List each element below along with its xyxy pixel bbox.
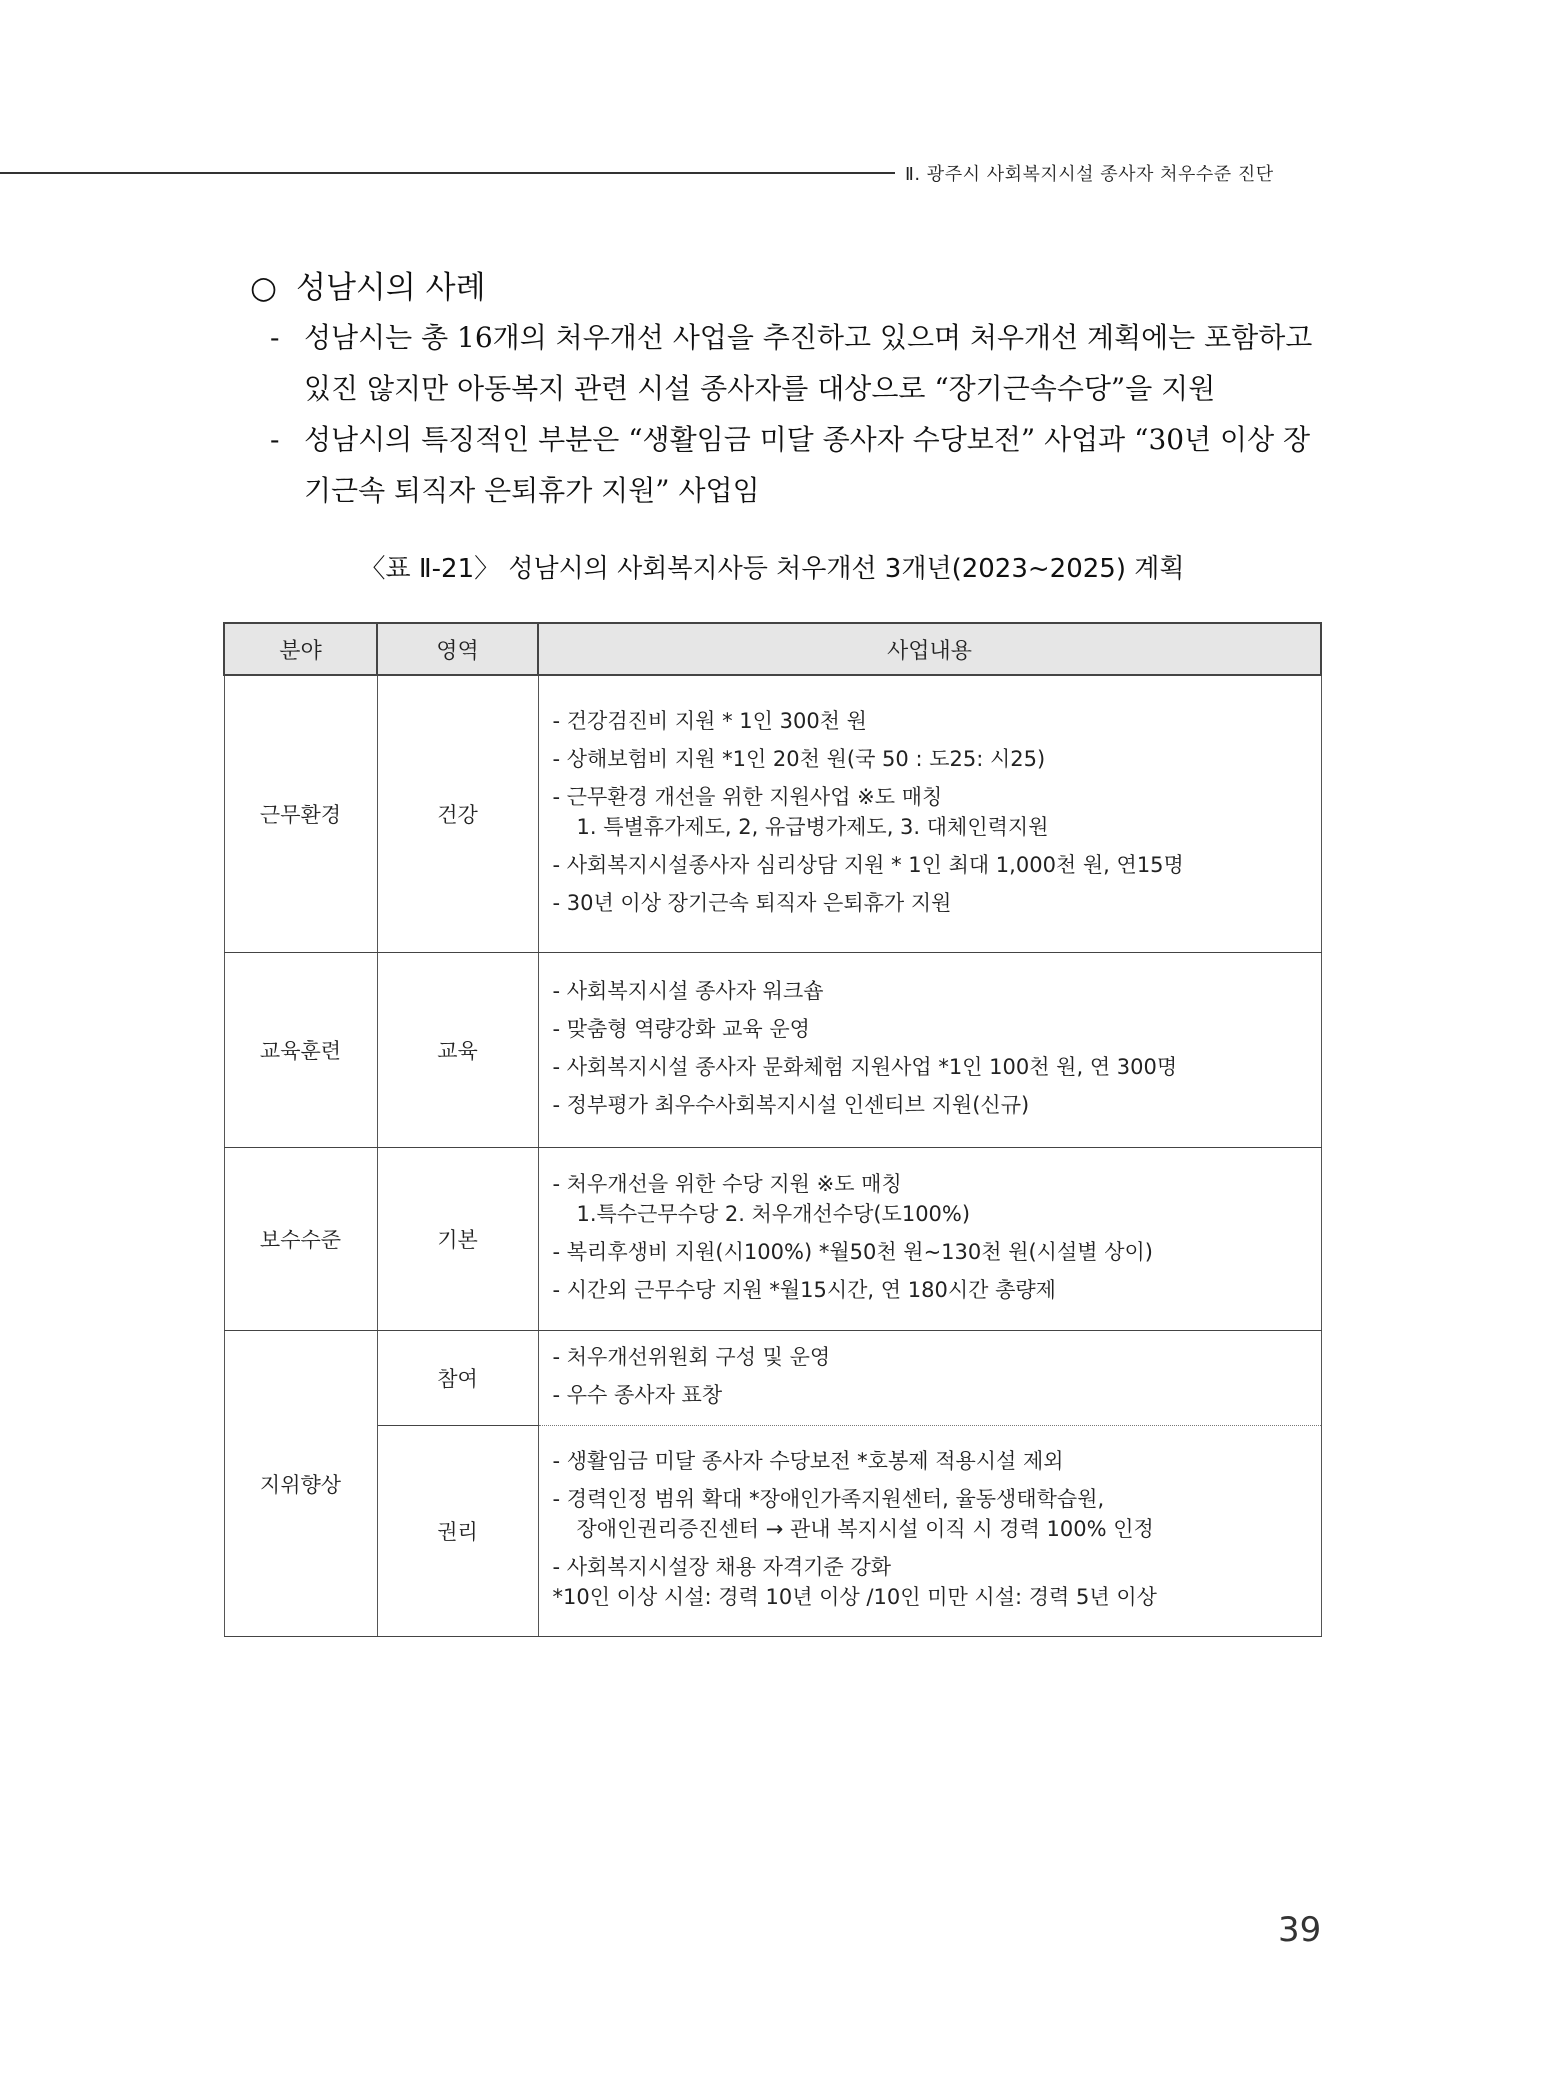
paragraph-line: 있진 않지만 아동복지 관련 시설 종사자를 대상으로 “장기근속수당”을 지원 <box>304 372 1216 405</box>
circle-bullet-icon: ○ <box>250 270 278 306</box>
table-row <box>224 953 1321 1148</box>
list-item: - 상해보험비 지원 *1인 20천 원(국 50 : 도25: 시25) <box>552 747 1046 771</box>
content-cell <box>538 1426 1321 1637</box>
list-item: - 복리후생비 지원(시100%) *월50천 원~130천 원(시설별 상이) <box>552 1240 1153 1264</box>
list-item: - 처우개선위원회 구성 및 운영 <box>552 1345 831 1369</box>
page-number: 39 <box>1278 1910 1322 1950</box>
plan-table <box>223 622 1322 1637</box>
list-item: - 정부평가 최우수사회복지시설 인센티브 지원(신규) <box>552 1093 1030 1117</box>
content-cell <box>538 953 1321 1148</box>
dash-bullet: - <box>270 321 280 354</box>
paragraph-line: 성남시의 특징적인 부분은 “생활임금 미달 종사자 수당보전” 사업과 “30년 이상 장 <box>304 423 1311 456</box>
field-cell: 지위향상 <box>224 1331 377 1637</box>
list-item: - 맞춤형 역량강화 교육 운영 <box>552 1017 810 1041</box>
field-cell: 보수수준 <box>224 1148 377 1331</box>
table-row <box>224 1426 1321 1637</box>
section-heading <box>250 262 486 307</box>
header-area: 영역 <box>377 623 538 675</box>
list-item: - 시간외 근무수당 지원 *월15시간, 연 180시간 총량제 <box>552 1278 1056 1302</box>
running-header: Ⅱ. 광주시 사회복지시설 종사자 처우수준 진단 <box>905 164 1274 185</box>
header-content: 사업내용 <box>538 623 1321 675</box>
paragraph-line: 기근속 퇴직자 은퇴휴가 지원” 사업임 <box>304 474 760 507</box>
paragraph <box>270 312 1335 414</box>
dash-bullet: - <box>270 423 280 456</box>
list-item: - 경력인정 범위 확대 *장애인가족지원센터, 율동생태학습원, 장애인권리증진센터 → 관내 복지시설 이직 시 경력 100% 인정 <box>552 1487 1154 1541</box>
area-cell: 권리 <box>377 1426 538 1637</box>
content-cell <box>538 1331 1321 1426</box>
area-cell: 교육 <box>377 953 538 1148</box>
list-item: - 근무환경 개선을 위한 지원사업 ※도 매칭 1. 특별휴가제도, 2, 유급병가제도, 3. 대체인력지원 <box>552 785 1049 839</box>
list-item: - 생활임금 미달 종사자 수당보전 *호봉제 적용시설 제외 <box>552 1449 1064 1473</box>
list-item: - 사회복지시설 종사자 문화체험 지원사업 *1인 100천 원, 연 300명 <box>552 1055 1178 1079</box>
paragraph-line: 성남시는 총 16개의 처우개선 사업을 추진하고 있으며 처우개선 계획에는 포함하고 <box>304 321 1313 354</box>
area-cell: 기본 <box>377 1148 538 1331</box>
list-item: - 사회복지시설종사자 심리상담 지원 * 1인 최대 1,000천 원, 연15명 <box>552 853 1184 877</box>
content-cell <box>538 1148 1321 1331</box>
content-cell <box>538 675 1321 953</box>
list-item: - 처우개선을 위한 수당 지원 ※도 매칭 1.특수근무수당 2. 처우개선수당(도100%) <box>552 1172 971 1226</box>
list-item: - 건강검진비 지원 * 1인 300천 원 <box>552 709 867 733</box>
field-cell: 교육훈련 <box>224 953 377 1148</box>
table-header-row <box>224 623 1321 675</box>
table-row <box>224 1331 1321 1426</box>
table-caption: 〈표 Ⅱ-21〉 성남시의 사회복지사등 처우개선 3개년(2023~2025) 계획 <box>359 554 1185 584</box>
table-row <box>224 1148 1321 1331</box>
list-item: - 30년 이상 장기근속 퇴직자 은퇴휴가 지원 <box>552 891 952 915</box>
list-item: - 사회복지시설 종사자 워크숍 <box>552 979 824 1003</box>
header-field: 분야 <box>224 623 377 675</box>
list-item: - 우수 종사자 표창 <box>552 1383 723 1407</box>
area-cell: 참여 <box>377 1331 538 1426</box>
area-cell: 건강 <box>377 675 538 953</box>
paragraph <box>270 414 1335 516</box>
list-item: - 사회복지시설장 채용 자격기준 강화 *10인 이상 시설: 경력 10년 이상 /10인 미만 시설: 경력 5년 이상 <box>552 1555 1157 1609</box>
table-row <box>224 675 1321 953</box>
body-text <box>270 312 1335 516</box>
header-rule <box>0 172 895 174</box>
section-title: 성남시의 사례 <box>296 270 486 306</box>
field-cell: 근무환경 <box>224 675 377 953</box>
